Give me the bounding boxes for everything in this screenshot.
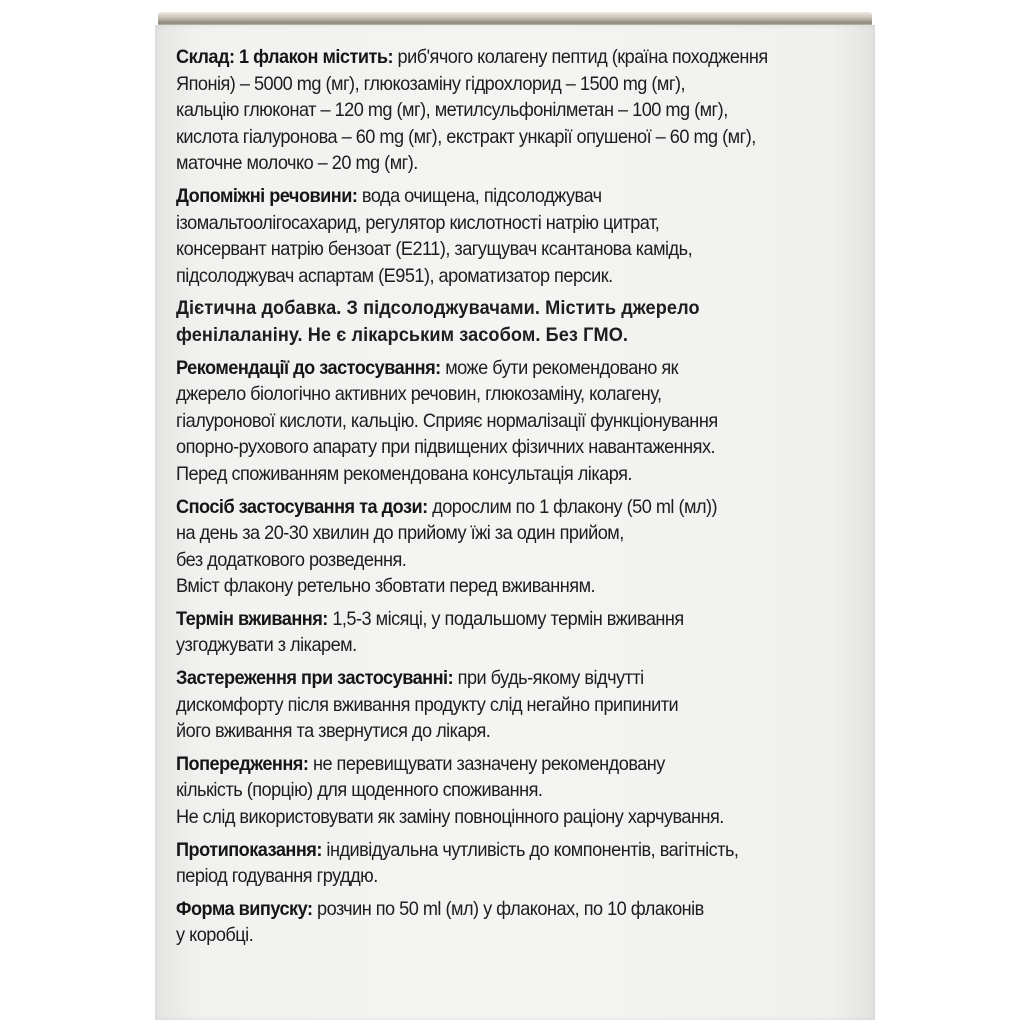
section-dietary-notice: Дієтична добавка. З підсолоджувачами. Містить джерело фенілаланіну. Не є лікарським засобом. Без ГМО. <box>176 297 700 346</box>
section-excipients: Допоміжні речовини: вода очищена, підсолоджувач ізомальтоолігосахарид, регулятор кислотності натрію цитрат, консервант натрію бензоат (E211), загущувач ксантанова камідь, підсолоджувач аспартам (E951), ароматизатор персик. <box>176 184 693 287</box>
section-contraindications: Протипоказання: індивідуальна чутливість до компонентів, вагітність, період годування груддю. <box>176 838 739 888</box>
section-recommendations: Рекомендації до застосування: може бути рекомендовано як джерело біологічно активних речовин, глюкозаміну, колагену, гіалуронової кислоти, кальцію. Сприяє нормалізації функціонування опорно-рухового апарату при підвищених фізичних навантаженнях. Перед споживанням рекомендована консультація лікаря. <box>176 356 718 485</box>
section-heading: Склад: 1 флакон містить: <box>176 46 394 68</box>
section-composition: Склад: 1 флакон містить: риб'ячого колагену пептид (країна походження Японія) – 5000 mg (мг), глюкозаміну гідрохлорид – 1500 mg (мг), кальцію глюконат – 120 mg (мг), метилсульфонілметан – 100 mg (мг), кислота гіалуронова – 60 mg (мг), екстракт ункарії опушеної – 60 mg (мг), маточне молочко – 20 mg (мг). <box>176 46 768 175</box>
section-heading: Спосіб застосування та дози: <box>176 495 428 518</box>
section-heading: Протипоказання: <box>176 838 322 861</box>
box-lid-edge <box>158 12 872 26</box>
section-warnings: Попередження: не перевищувати зазначену рекомендовану кількість (порцію) для щоденного споживання. Не слід використовувати як заміну повноцінного раціону харчування. <box>176 752 724 829</box>
box-side-panel <box>155 25 875 1020</box>
section-heading: Попередження: <box>176 752 309 775</box>
section-heading: Допоміжні речовини: <box>176 184 358 207</box>
section-release-form: Форма випуску: розчин по 50 ml (мл) у флаконах, по 10 флаконів у коробці. <box>176 897 704 947</box>
section-dosage: Спосіб застосування та дози: дорослим по 1 флакону (50 ml (мл)) на день за 20-30 хвилин до прийому їжі за один прийом, без додаткового розведення. Вміст флакону ретельно збовтати перед вживанням. <box>176 495 718 598</box>
section-heading: Застереження при застосуванні: <box>176 667 454 690</box>
section-heading: Форма випуску: <box>176 897 313 920</box>
section-heading: Термін вживання: <box>176 607 328 630</box>
section-duration: Термін вживання: 1,5-3 місяці, у подальшому термін вживання узгоджувати з лікарем. <box>176 607 684 657</box>
section-heading: Рекомендації до застосування: <box>176 356 441 379</box>
label-text-block <box>176 44 818 955</box>
section-precautions: Застереження при застосуванні: при будь-якому відчутті дискомфорту після вживання продукту слід негайно припинити його вживання та звернутися до лікаря. <box>176 667 679 743</box>
